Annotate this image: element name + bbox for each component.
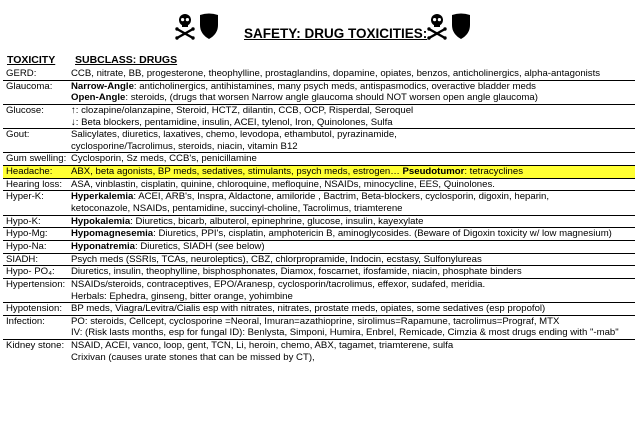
drug-list bbox=[71, 129, 397, 141]
drug-text: Salicylates, diuretics, laxatives, chemo, levodopa, ethambutol, pyrazinamide, bbox=[71, 129, 397, 141]
row-line bbox=[3, 216, 635, 228]
drug-text: : tetracyclines bbox=[464, 166, 523, 178]
row-line bbox=[3, 241, 635, 253]
table-row bbox=[3, 68, 635, 81]
drug-text: Crixivan (causes urate stones that can be missed by CT), bbox=[71, 351, 315, 363]
row-line bbox=[3, 81, 635, 93]
drug-text: IV: (Risk lasts months, esp for fungal ID): Benlysta, Simponi, Humira, Enbrel, Remicade, Cimzia & most drugs ending with "-mab" bbox=[71, 327, 619, 339]
shield-icon bbox=[198, 12, 220, 45]
drug-list bbox=[71, 228, 612, 240]
row-line bbox=[3, 203, 635, 215]
drug-text: BP meds, Viagra/Levitra/Cialis esp with nitrates, nitrates, prostate meds, opiates, some sedatives (esp propofol) bbox=[71, 303, 546, 315]
drug-text: CCB, nitrate, BB, progesterone, theophylline, prostaglandins, dopamine, opiates, benzos, anticholinergics, alpha-antagonists bbox=[71, 68, 601, 79]
drug-subclass-label: Hypomagnesemia bbox=[71, 228, 154, 240]
drug-text: : Diuretics, PPI's, cisplatin, amphotericin B, aminoglycosides. (Beware of Digoxin toxicity w/ low magnesium) bbox=[153, 228, 612, 240]
row-line bbox=[3, 279, 635, 291]
drug-text: ketoconazole, NSAIDs, pentamidine, succinyl-choline, Tacrolimus, triamterene bbox=[71, 203, 403, 215]
row-line bbox=[3, 105, 635, 117]
drug-text: Herbals: Ephedra, ginseng, bitter orange, yohimbine bbox=[71, 290, 293, 302]
table-row bbox=[3, 228, 635, 241]
drug-text: : Diuretics, bicarb, albuterol, epinephrine, glucose, insulin, kayexylate bbox=[130, 215, 424, 227]
header-toxicity: TOXICITY bbox=[7, 54, 56, 66]
drug-text: ABX, beta agonists, BP meds, sedatives, stimulants, psych meds, estrogen… bbox=[71, 166, 403, 178]
drug-list bbox=[71, 266, 522, 278]
table-row bbox=[3, 303, 635, 316]
drug-list bbox=[71, 105, 413, 117]
drug-text: Cyclosporin, Sz meds, CCB's, penicillamine bbox=[71, 153, 257, 165]
row-line bbox=[3, 129, 635, 141]
drug-list bbox=[71, 166, 523, 178]
drug-list bbox=[71, 81, 536, 93]
drug-subclass-label: Hypokalemia bbox=[71, 215, 131, 227]
drug-list bbox=[71, 141, 298, 153]
drug-text: Psych meds (SSRIs, TCAs, neuroleptics), CBZ, chlorpropramide, Indocin, ecstasy, Sulfonylureas bbox=[71, 253, 482, 265]
drug-text: Diuretics, insulin, theophylline, bisphosphonates, Diamox, foscarnet, ifosfamide, niacin, phosphate binders bbox=[71, 266, 522, 278]
row-line bbox=[3, 153, 635, 165]
row-line bbox=[3, 68, 635, 80]
drug-text: ↓: Beta blockers, pentamidine, insulin, ACEI, tylenol, Iron, Quinolones, Sulfa bbox=[71, 116, 393, 128]
row-line bbox=[3, 179, 635, 191]
table-row bbox=[3, 279, 635, 303]
toxicity-label: Glaucoma: bbox=[6, 80, 53, 92]
row-line bbox=[3, 327, 635, 339]
table-row bbox=[3, 216, 635, 229]
table-row bbox=[3, 191, 635, 215]
toxicity-label: Gum swelling: bbox=[6, 153, 67, 165]
drug-text: cyclosporine/Tacrolimus, steroids, niacin, vitamin B12 bbox=[71, 140, 298, 152]
table-row bbox=[3, 81, 635, 105]
row-line bbox=[3, 117, 635, 129]
drug-subclass-label: Hyponatremia bbox=[71, 240, 135, 252]
table-row bbox=[3, 254, 635, 267]
skull-crossbones-icon bbox=[174, 12, 196, 45]
drug-list bbox=[71, 117, 393, 129]
row-line bbox=[3, 166, 635, 178]
skull-crossbones-icon bbox=[426, 12, 448, 45]
row-line bbox=[3, 340, 635, 352]
row-line bbox=[3, 92, 635, 104]
table-row bbox=[3, 129, 635, 153]
toxicity-label: Hearing loss: bbox=[6, 178, 62, 190]
drug-list bbox=[71, 340, 453, 352]
drug-text: ↑: clozapine/olanzapine, Steroid, HCTZ, dilantin, CCB, OCP, Risperdal, Seroquel bbox=[71, 104, 414, 116]
title-bar bbox=[0, 12, 640, 48]
drug-subclass-label: Hyperkalemia bbox=[71, 191, 134, 203]
row-line bbox=[3, 191, 635, 203]
drug-text: NSAIDs/steroids, contraceptives, EPO/Aranesp, cyclosporin/tacrolimus, effexor, sudafed, meridia. bbox=[71, 278, 486, 290]
toxicity-label: Headache: bbox=[6, 166, 53, 178]
table-row bbox=[3, 179, 635, 192]
toxicity-label: Gout: bbox=[6, 129, 30, 141]
drug-text: PO: steroids, Cellcept, cyclosporine =Neoral, Imuran=azathioprine, sirolimus=Rapamune, tacrolimus=Prograf, MTX bbox=[71, 315, 560, 327]
toxicity-label: Hypertension: bbox=[6, 278, 66, 290]
drug-text: : anticholinergics, antihistamines, many psych meds, antispasmodics, overactive bladder meds bbox=[133, 80, 536, 92]
drug-text: NSAID, ACEI, vanco, loop, gent, TCN, Li, heroin, chemo, ABX, tagamet, triamterene, sulfa bbox=[71, 340, 454, 352]
table-row bbox=[3, 153, 635, 166]
toxicity-label: Hypo-Mg: bbox=[6, 228, 48, 240]
table-row bbox=[3, 166, 635, 179]
drug-list bbox=[71, 92, 538, 104]
toxicity-label: Hypo- PO₄: bbox=[6, 266, 55, 278]
toxicity-label: Glucose: bbox=[6, 104, 44, 116]
toxicity-label: Kidney stone: bbox=[6, 340, 65, 352]
table-header bbox=[7, 54, 627, 68]
drug-list bbox=[71, 254, 482, 266]
page-title: SAFETY: DRUG TOXICITIES: bbox=[244, 26, 428, 41]
table-row bbox=[3, 241, 635, 254]
header-subclass: SUBCLASS: DRUGS bbox=[75, 54, 178, 66]
drug-subclass-label: Pseudotumor bbox=[402, 166, 465, 178]
drug-list bbox=[71, 216, 424, 228]
drug-list bbox=[71, 303, 545, 315]
row-line bbox=[3, 303, 635, 315]
row-line bbox=[3, 141, 635, 153]
table-row bbox=[3, 105, 635, 129]
drug-list bbox=[71, 191, 549, 203]
drug-list bbox=[71, 179, 495, 191]
row-line bbox=[3, 291, 635, 303]
row-line bbox=[3, 228, 635, 240]
drug-text: ASA, vinblastin, cisplatin, quinine, chloroquine, mefloquine, NSAIDs, minocycline, EES, Quinolones. bbox=[71, 178, 495, 190]
drug-list bbox=[71, 352, 315, 364]
row-line bbox=[3, 254, 635, 266]
toxicity-table bbox=[3, 68, 635, 363]
toxicity-label: Hypo-Na: bbox=[6, 240, 47, 252]
table-row bbox=[3, 340, 635, 363]
toxicity-label: SIADH: bbox=[6, 253, 38, 265]
drug-list bbox=[71, 203, 403, 215]
drug-subclass-label: Open-Angle bbox=[71, 92, 126, 104]
toxicity-label: Infection: bbox=[6, 315, 45, 327]
table-row bbox=[3, 316, 635, 340]
drug-list bbox=[71, 279, 485, 291]
drug-list bbox=[71, 241, 265, 253]
drug-list bbox=[71, 153, 257, 165]
drug-text: : Diuretics, SIADH (see below) bbox=[134, 240, 265, 252]
table-row bbox=[3, 266, 635, 279]
drug-list bbox=[71, 291, 293, 303]
toxicity-label: Hypotension: bbox=[6, 303, 62, 315]
toxicity-label: Hyper-K: bbox=[6, 191, 44, 203]
row-line bbox=[3, 316, 635, 328]
shield-icon bbox=[450, 12, 472, 45]
drug-list bbox=[71, 316, 559, 328]
drug-subclass-label: Narrow-Angle bbox=[71, 80, 134, 92]
toxicity-label: Hypo-K: bbox=[6, 215, 41, 227]
row-line bbox=[3, 266, 635, 278]
drug-list bbox=[71, 327, 619, 339]
toxicity-label: GERD: bbox=[6, 68, 37, 79]
drug-text: : ACEI, ARB's, Inspra, Aldactone, amiloride , Bactrim, Beta-blockers, cyclosporin, digoxin, heparin, bbox=[133, 191, 550, 203]
drug-text: : steroids, (drugs that worsen Narrow angle glaucoma should NOT worsen open angle glaucoma) bbox=[125, 92, 538, 104]
drug-list bbox=[71, 68, 600, 80]
row-line bbox=[3, 352, 635, 364]
